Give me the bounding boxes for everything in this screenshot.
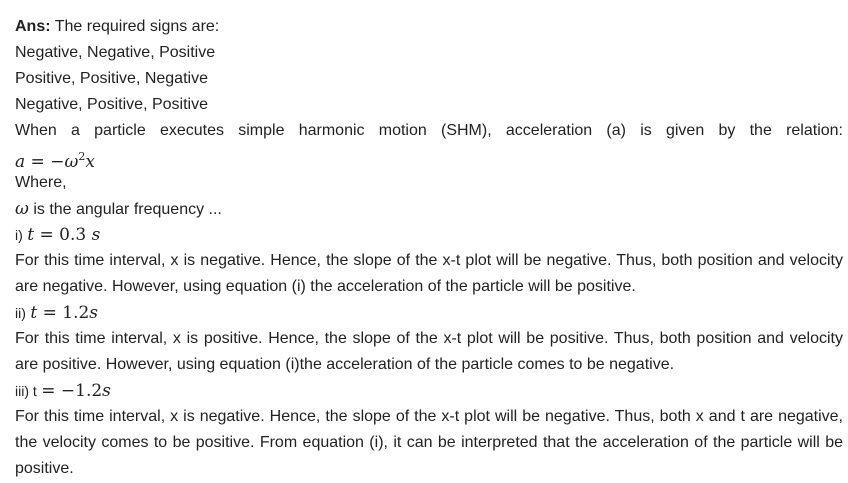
eq-omega: ω — [64, 152, 79, 172]
case-1-equals: = — [34, 225, 60, 245]
eq-minus: − — [50, 152, 65, 172]
case-1-paragraph: For this time interval, x is negative. Hence, the slope of the x-t plot will be negative. Thus, both position and velocity are negative. However, using equation (i) the acceleration of the particle will be positive. — [15, 252, 843, 295]
ans-label: Ans: — [15, 18, 51, 35]
eq-equals: = — [25, 152, 51, 172]
case-2-unit: s — [89, 303, 99, 323]
intro-text: The required signs are: — [50, 18, 220, 35]
sign-line-1: Negative, Negative, Positive — [15, 44, 216, 61]
where-label: Where, — [15, 174, 67, 191]
shm-equation — [15, 144, 843, 170]
answer-document — [15, 14, 843, 482]
case-1-unit: s — [86, 225, 101, 245]
case-3-heading — [15, 378, 843, 404]
case-3-label: iii) t — [15, 383, 37, 399]
case-2-paragraph: For this time interval, x is positive. Hence, the slope of the x-t plot will be positive. Thus, both position and velocity are positive. However, using equation (i)the acceleration of the particle comes to be negative. — [15, 330, 843, 373]
case-2-equals: = — [37, 303, 63, 323]
case-1-heading — [15, 222, 843, 248]
omega-definition — [15, 196, 843, 222]
case-3-value: −1.2 — [60, 381, 103, 401]
case-2-value: 1.2 — [62, 303, 90, 323]
omega-symbol: ω — [15, 199, 29, 219]
case-2-label: ii) — [15, 305, 26, 321]
case-1-value: 0.3 — [59, 225, 87, 245]
case-3-unit: s — [102, 381, 111, 401]
case-2-t: t — [30, 303, 38, 323]
case-3-equals: = — [41, 381, 61, 401]
case-1-label: i) — [15, 227, 23, 243]
case-3-paragraph: For this time interval, x is negative. Hence, the slope of the x-t plot will be negative. Thus, both x and t are negative, the velocity comes to be positive. From equation (i), it can be interpreted that the acceleration of the particle will be positive. — [15, 408, 843, 477]
eq-power: 2 — [78, 150, 86, 163]
case-2-heading — [15, 300, 843, 326]
answer-intro — [15, 14, 843, 40]
case-1-t: t — [27, 225, 35, 245]
shm-sentence: When a particle executes simple harmonic motion (SHM), acceleration (a) is given by the relation: — [15, 122, 843, 139]
sign-line-2: Positive, Positive, Negative — [15, 70, 208, 87]
omega-text: is the angular frequency ... — [28, 201, 222, 218]
sign-line-3: Negative, Positive, Positive — [15, 96, 208, 113]
eq-var: x — [85, 152, 95, 172]
eq-lhs: a — [15, 152, 26, 172]
